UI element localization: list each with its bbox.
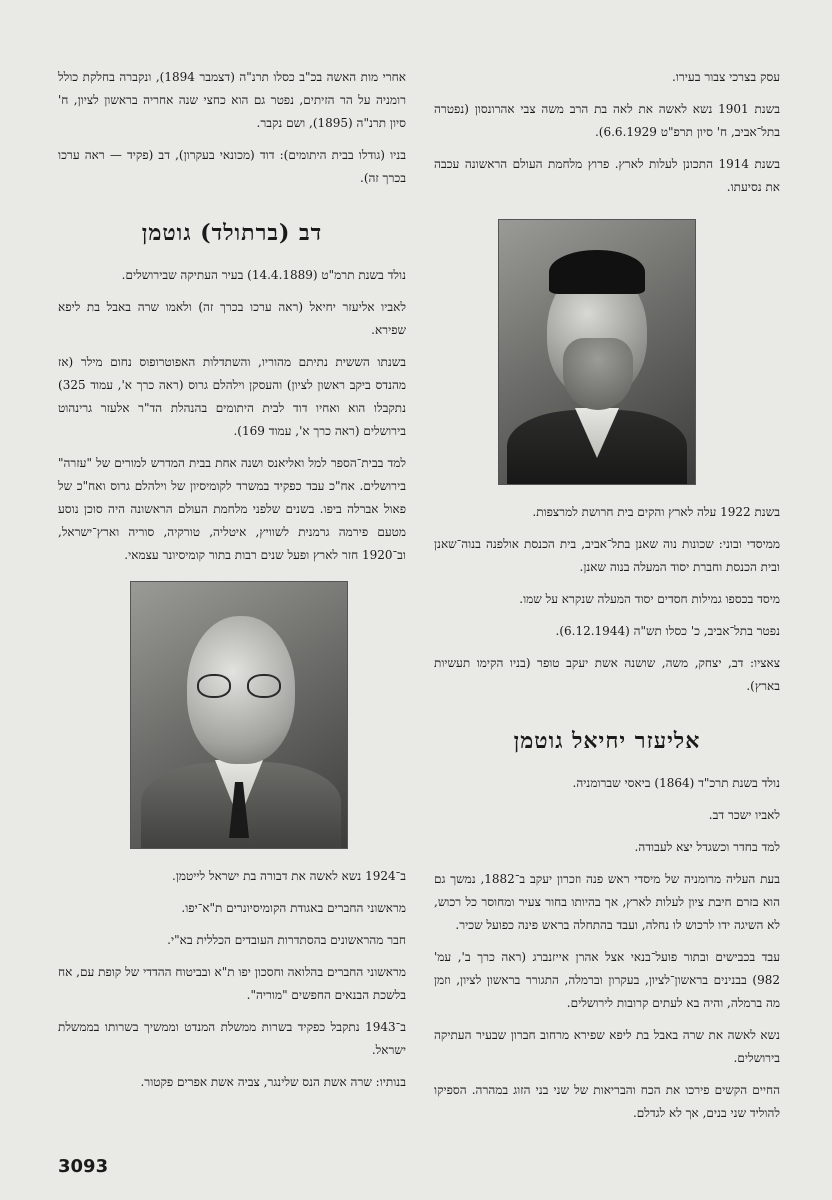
paragraph: מיסד בכספו גמילות חסדים יסוד המעלה שנקרא על שמו. (519, 592, 780, 606)
paragraph: נולד בשנת תרכ"ד (1864) ביאסי שברומניה. (572, 776, 780, 790)
page-number: 3093 (58, 1156, 109, 1177)
paragraph: בשנת 1914 התכונן לעלות לארץ. פרוץ מלחמת העולם הראשונה עכבה את נסיעתו. (434, 157, 780, 194)
entry-heading-dov: דב (ברתולד) גוטמן (141, 220, 323, 246)
paragraph: בשנתו הששית נתיתם מהוריו, והשתדלות האפוטרופוס נחום מילר (אז מהנדס ביקב ראשון לציון) והעסקן וילהלם גרוס (ראה כרך א', עמוד 325) נתקבלו הוא ואחיו דוד לבית היתומים בהנהלת הד"ר אלעזר גרינהוט בירושלים (ראה כרך א', עמוד 169). (58, 355, 406, 438)
portrait-photo-dov (130, 581, 348, 849)
paragraph: בעת העליה מרומניה של מיסדי ראש פנה וזכרון יעקב ב־1882, נמשך גם הוא בזרם חיבת ציון לעלות לארץ, אך בהיותו בחור צעיר ומחוסר כל רכוש, לא השיגה ידו לרכוש לו נחלה, ועבד בהתחלה בראש פינה כפועל שכיר. (434, 872, 780, 932)
paragraph: נפטר בתל־אביב, כ' כסלו תש"ה (6.12.1944). (555, 624, 780, 638)
paragraph: למד בבית־הספר למל ואליאנס ושנה אחת בבית המדרש למורים של "עזרה" בירושלים. אח"כ עבד כפקיד במשרד לקומיסיון של וילהלם גרוס ואח"כ של פאול אברלה ביפו. בשנים שלפני מלחמת העולם הראשונה היה סוכן נוסע מטעם פירמה גרמנית לשוויץ, איטליה, טורקיה, סוריה וארץ־ישראל, וב־1920 חזר לארץ ופעל שנים רבות בתור קומיסיונר עצמאי. (58, 456, 406, 562)
paragraph: מראשוני החברים באגודת הקומיסיונרים ת"א־יפו. (181, 901, 406, 915)
paragraph: בניו (גודלו בבית היתומים): דוד (מכונאי בעקרון), דב (פקיד — ראה ערכו בכרך זה). (58, 148, 406, 185)
paragraph: ממיסדי ובוני: שכונות נוה שאנן בתל־אביב, בית הכנסת אולפנה בנוה־שאנן ובית הכנסת וחברת יסוד המעלה בנוה שאנן. (434, 537, 780, 574)
paragraph: עבד בכבישים ובתור פועל־בנאי אצל אהרן אייזנברג (ראה כרך ב', עמ' 982) בבנינים בראשון־לציון, בעקרון וברמלה, התגורר בראשון לציון, וזמן מה ברמלה, והיה בא לעתים קרובות לירושלים. (434, 950, 780, 1010)
paragraph: ב־1943 נתקבל כפקיד בשרות ממשלת המנדט וממשיך בשרותו בממשלת ישראל. (58, 1020, 406, 1057)
paragraph: עסק בצרכי צבור בעירו. (672, 70, 780, 84)
paragraph: חבר מהראשונים בהסתדרות העובדים הכללית בא"י. (167, 933, 406, 947)
paragraph: בנותיו: שרה אשת הנס שלינגר, צביה אשת אפרים פקטור. (140, 1075, 406, 1089)
paragraph: החיים הקשים פירכו את הכח והבריאות של שני בני הזוג במהרה. הספיקו להוליד שני בנים, אך לא לגדלם. (434, 1083, 780, 1120)
paragraph: נולד בשנת תרמ"ט (14.4.1889) בעיר העתיקה שבירושלים. (121, 268, 406, 282)
paragraph: לאביו אליעזר יחיאל (ראה ערכו בכרך זה) ולאמו שרה באבל בת ליפא שפירא. (58, 300, 406, 337)
paragraph: אחרי מות האשה בכ"ב כסלו תרנ"ה (דצמבר 1894), ונקברה בחלקת כולל רומניה על הר הזיתים, נפטר גם הוא כחצי שנה אחריה בראשון לציון, ח' סיון תרנ"ה (1895), ושם נקבר. (58, 70, 406, 130)
paragraph: למד בחדר וכשגדל יצא לעבודה. (634, 840, 780, 854)
portrait-photo-eliezer (498, 219, 696, 485)
paragraph: בשנת 1901 נשא לאשה את לאה בת הרב משה צבי אהרונסון (נפטרה בתל־אביב, ח' סיון תרפ"ט 6.6.1929). (434, 102, 780, 139)
paragraph: ב־1924 נשא לאשה את דבורה בת ישראל לייטמן. (172, 869, 406, 883)
paragraph: צאציו: דב, יצחק, משה, שושנה אשת יעקב טופר (בניו הקימו תעשיות בארץ). (434, 656, 780, 693)
paragraph: לאביו ישכר דב. (708, 808, 780, 822)
paragraph: בשנת 1922 עלה לארץ והקים בית חרושת למרצפות. (532, 505, 780, 519)
right-column (434, 66, 780, 1134)
paragraph: מראשוני החברים בהלואה וחסכון יפו ת"א ובביטוח ההדדי של קופת עם, אח בלשכת הבנאים החפשים "מוריה". (58, 965, 406, 1002)
left-column (58, 66, 406, 1103)
paragraph: נשא לאשה את שרה באבל בת ליפא שפירא מרחוב חברון שבעיר העתיקה בירושלים. (434, 1028, 780, 1065)
entry-heading-eliezer: אליעזר יחיאל גוטמן (513, 728, 701, 754)
